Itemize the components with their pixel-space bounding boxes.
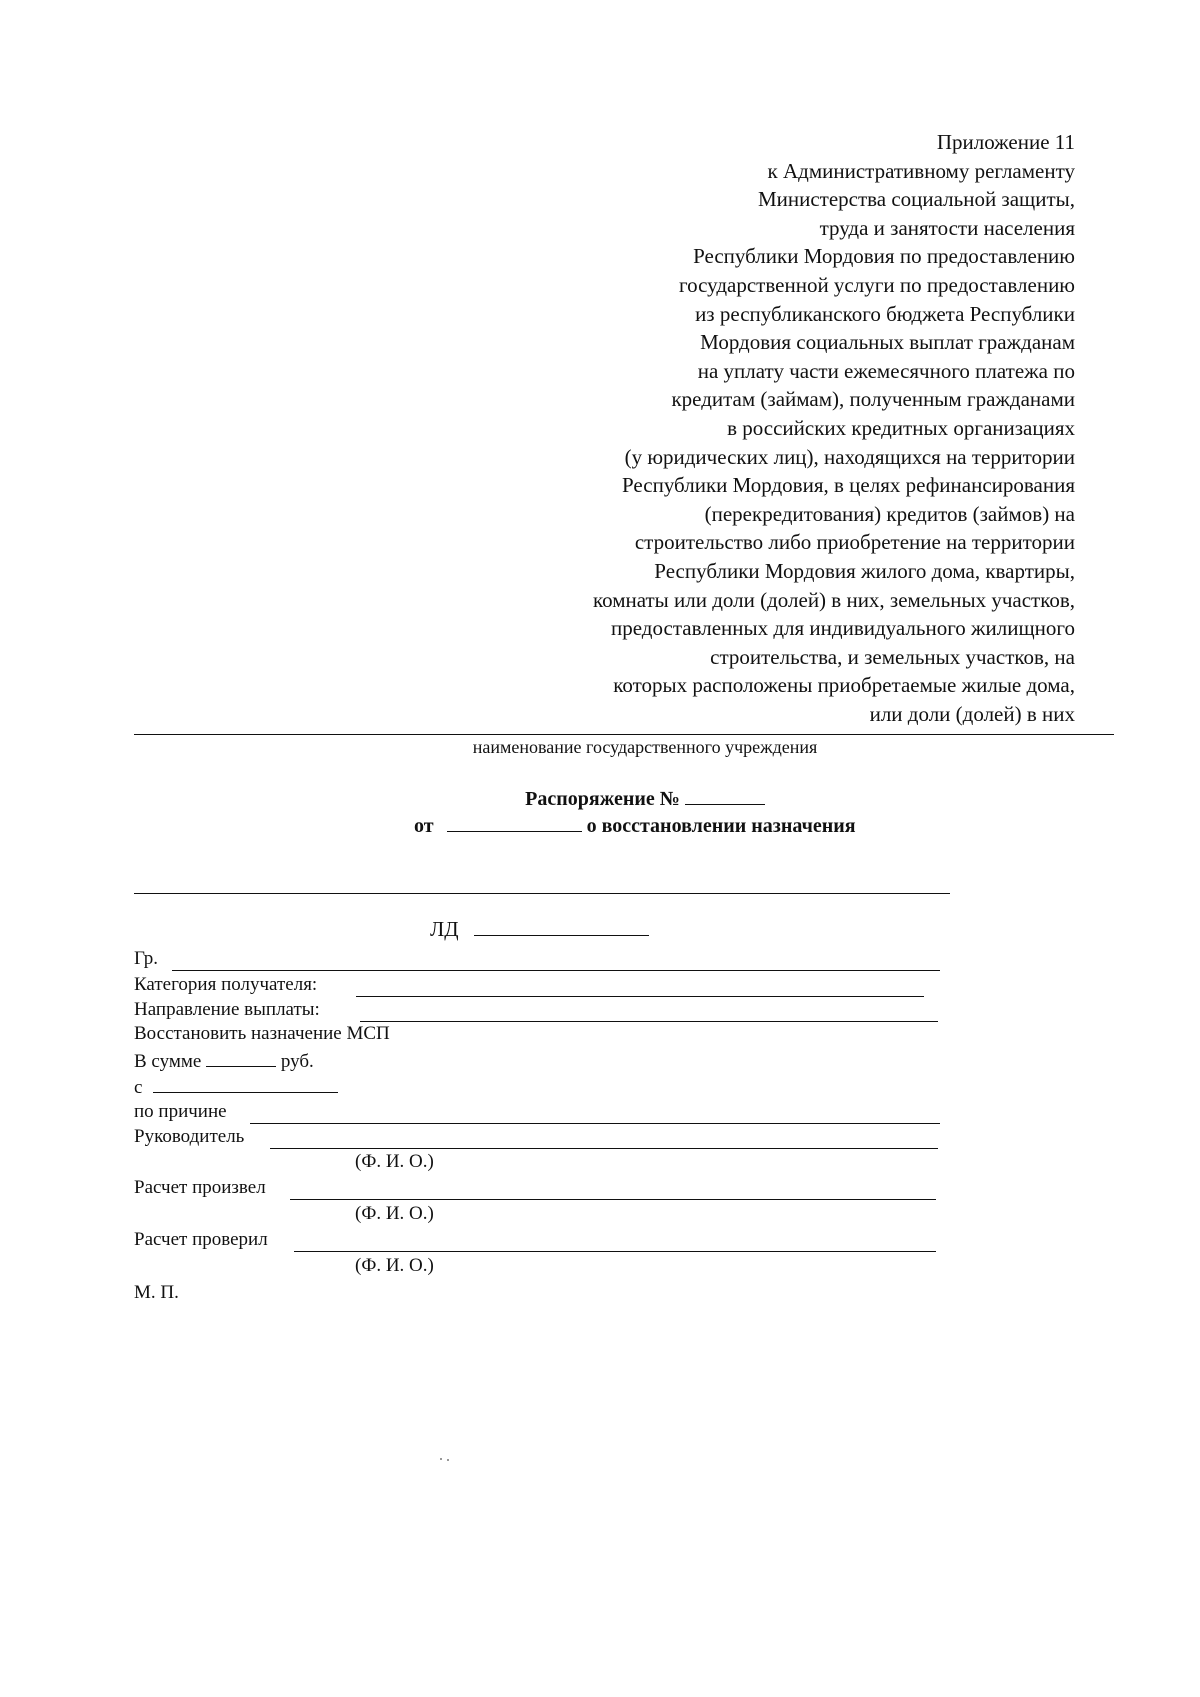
appendix-line: кредитам (займам), полученным гражданами — [671, 387, 1075, 412]
sum-field[interactable] — [206, 1049, 276, 1067]
order-blank-line[interactable] — [134, 893, 950, 894]
scan-speck — [440, 1458, 442, 1460]
appendix-header — [455, 128, 1075, 728]
head-field[interactable] — [270, 1148, 938, 1149]
appendix-line: Республики Мордовия жилого дома, квартиры, — [654, 558, 1075, 583]
order-from-label: от — [414, 815, 434, 837]
order-number-field[interactable] — [685, 785, 765, 805]
appendix-line: (у юридических лиц), находящихся на территории — [624, 444, 1075, 469]
appendix-line: или доли (долей) в них — [869, 701, 1075, 726]
sum-unit: руб. — [280, 1051, 314, 1072]
from-date-label: с — [134, 1077, 143, 1098]
head-fio-caption: (Ф. И. О.) — [355, 1151, 434, 1172]
appendix-line: из республиканского бюджета Республики — [695, 301, 1075, 326]
direction-field[interactable] — [360, 1021, 938, 1022]
category-label: Категория получателя: — [134, 974, 318, 995]
sum-row — [134, 1049, 314, 1073]
head-label: Руководитель — [134, 1126, 245, 1147]
ld-row — [430, 916, 649, 942]
calc-checked-field[interactable] — [294, 1251, 936, 1252]
ld-label: ЛД — [430, 917, 459, 941]
appendix-line: которых расположены приобретаемые жилые дома, — [613, 673, 1075, 698]
order-title — [0, 785, 1200, 811]
calc-checked-fio-caption: (Ф. И. О.) — [355, 1255, 434, 1276]
reason-label: по причине — [134, 1101, 227, 1122]
appendix-line: строительство либо приобретение на территории — [634, 530, 1075, 555]
order-title-text: Распоряжение № — [525, 788, 680, 810]
institution-name-line[interactable] — [134, 734, 1114, 735]
calc-made-field[interactable] — [290, 1199, 936, 1200]
category-field[interactable] — [356, 996, 924, 997]
order-date-line — [414, 812, 856, 838]
from-date-field[interactable] — [153, 1075, 338, 1093]
appendix-line: Республики Мордовия, в целях рефинансирования — [622, 473, 1075, 498]
citizen-label: Гр. — [134, 948, 159, 969]
institution-caption: наименование государственного учреждения — [472, 737, 818, 757]
appendix-line: на уплату части ежемесячного платежа по — [697, 358, 1075, 383]
restore-label: Восстановить назначение МСП — [134, 1023, 390, 1044]
appendix-line: в российских кредитных организациях — [727, 415, 1075, 440]
appendix-line: строительства, и земельных участков, на — [710, 644, 1075, 669]
appendix-line: к Административному регламенту — [767, 158, 1075, 183]
calc-made-fio-caption: (Ф. И. О.) — [355, 1203, 434, 1224]
appendix-line: (перекредитования) кредитов (займов) на — [704, 501, 1075, 526]
appendix-line: труда и занятости населения — [819, 215, 1075, 240]
citizen-field[interactable] — [172, 970, 940, 971]
reason-field[interactable] — [250, 1123, 940, 1124]
appendix-line: комнаты или доли (долей) в них, земельных участков, — [592, 587, 1075, 612]
appendix-line: Приложение 11 — [936, 130, 1075, 154]
from-date-row — [134, 1075, 338, 1099]
calc-made-label: Расчет произвел — [134, 1177, 266, 1198]
appendix-line: Республики Мордовия по предоставлению — [693, 244, 1075, 269]
stamp-label: М. П. — [134, 1282, 179, 1303]
appendix-line: Министерства социальной защиты, — [757, 187, 1075, 212]
appendix-line: предоставленных для индивидуального жилищного — [611, 616, 1075, 641]
order-date-field[interactable] — [447, 812, 582, 832]
scan-speck — [447, 1459, 449, 1461]
appendix-line: Мордовия социальных выплат гражданам — [700, 330, 1075, 355]
ld-number-field[interactable] — [474, 916, 649, 936]
sum-label: В сумме — [134, 1051, 202, 1072]
appendix-line: государственной услуги по предоставлению — [679, 272, 1075, 297]
calc-checked-label: Расчет проверил — [134, 1229, 268, 1250]
order-subject: о восстановлении назначения — [586, 815, 856, 837]
direction-label: Направление выплаты: — [134, 999, 320, 1020]
